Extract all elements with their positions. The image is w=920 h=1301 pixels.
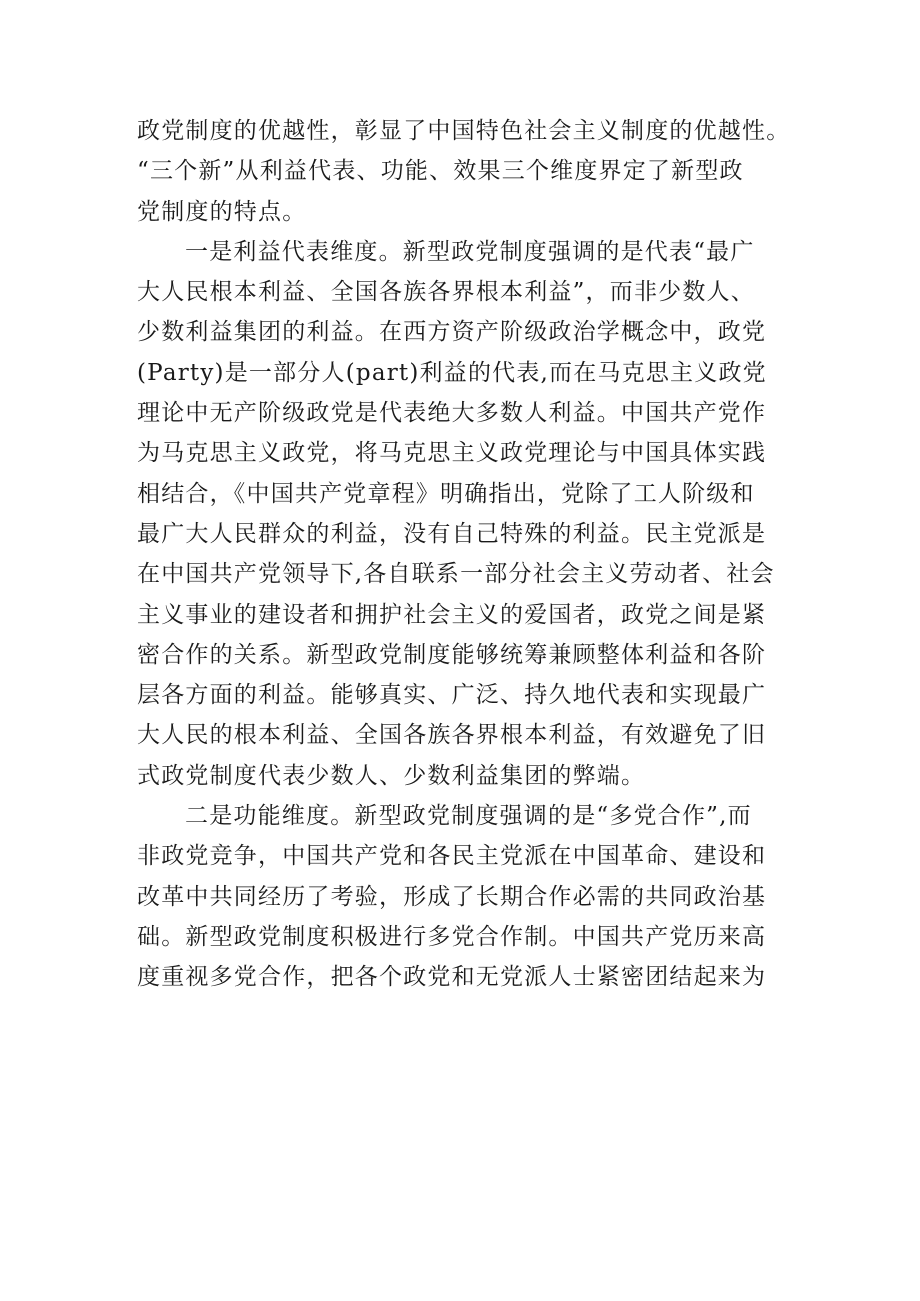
text-line: 为马克思主义政党，将马克思主义政党理论与中国具体实践 bbox=[137, 440, 767, 467]
text-line: 理论中无产阶级政党是代表绝大多数人利益。中国共产党作 bbox=[137, 400, 767, 427]
document-body bbox=[137, 111, 797, 998]
text-line: “三个新”从利益代表、功能、效果三个维度界定了新型政 bbox=[137, 158, 744, 185]
text-line: 政党制度的优越性，彰显了中国特色社会主义制度的优越性。 bbox=[137, 118, 791, 144]
text-line: 改革中共同经历了考验，形成了长期合作必需的共同政治基 bbox=[137, 883, 767, 910]
text-line: 相结合，《中国共产党章程》明确指出，党除了工人阶级和 bbox=[137, 480, 755, 507]
paragraph-start-line: 二是功能维度。新型政党制度强调的是“多党合作”,而 bbox=[185, 803, 752, 830]
text-line: 非政党竞争，中国共产党和各民主党派在中国革命、建设和 bbox=[137, 843, 767, 870]
text-line: 党制度的特点。 bbox=[137, 198, 307, 225]
text-line: 度重视多党合作，把各个政党和无党派人士紧密团结起来为 bbox=[137, 964, 767, 991]
text-line: 最广大人民群众的利益，没有自己特殊的利益。民主党派是 bbox=[137, 520, 767, 547]
text-line: 层各方面的利益。能够真实、广泛、持久地代表和实现最广 bbox=[137, 682, 767, 709]
text-line: 少数利益集团的利益。在西方资产阶级政治学概念中，政党 bbox=[137, 319, 767, 346]
text-line: 在中国共产党领导下,各自联系一部分社会主义劳动者、社会 bbox=[137, 561, 775, 588]
text-line: (Party)是一部分人(part)利益的代表,而在马克思主义政党 bbox=[137, 359, 767, 386]
text-line: 础。新型政党制度积极进行多党合作制。中国共产党历来高 bbox=[137, 923, 767, 950]
text-line: 主义事业的建设者和拥护社会主义的爱国者，政党之间是紧 bbox=[137, 601, 767, 628]
text-line: 式政党制度代表少数人、少数利益集团的弊端。 bbox=[137, 762, 646, 789]
text-line: 密合作的关系。新型政党制度能够统筹兼顾整体利益和各阶 bbox=[137, 641, 767, 668]
text-line: 大人民的根本利益、全国各族各界根本利益，有效避免了旧 bbox=[137, 722, 767, 749]
text-line: 大人民根本利益、全国各族各界根本利益”，而非少数人、 bbox=[137, 279, 755, 306]
paragraph-start-line: 一是利益代表维度。新型政党制度强调的是代表“最广 bbox=[185, 238, 755, 265]
